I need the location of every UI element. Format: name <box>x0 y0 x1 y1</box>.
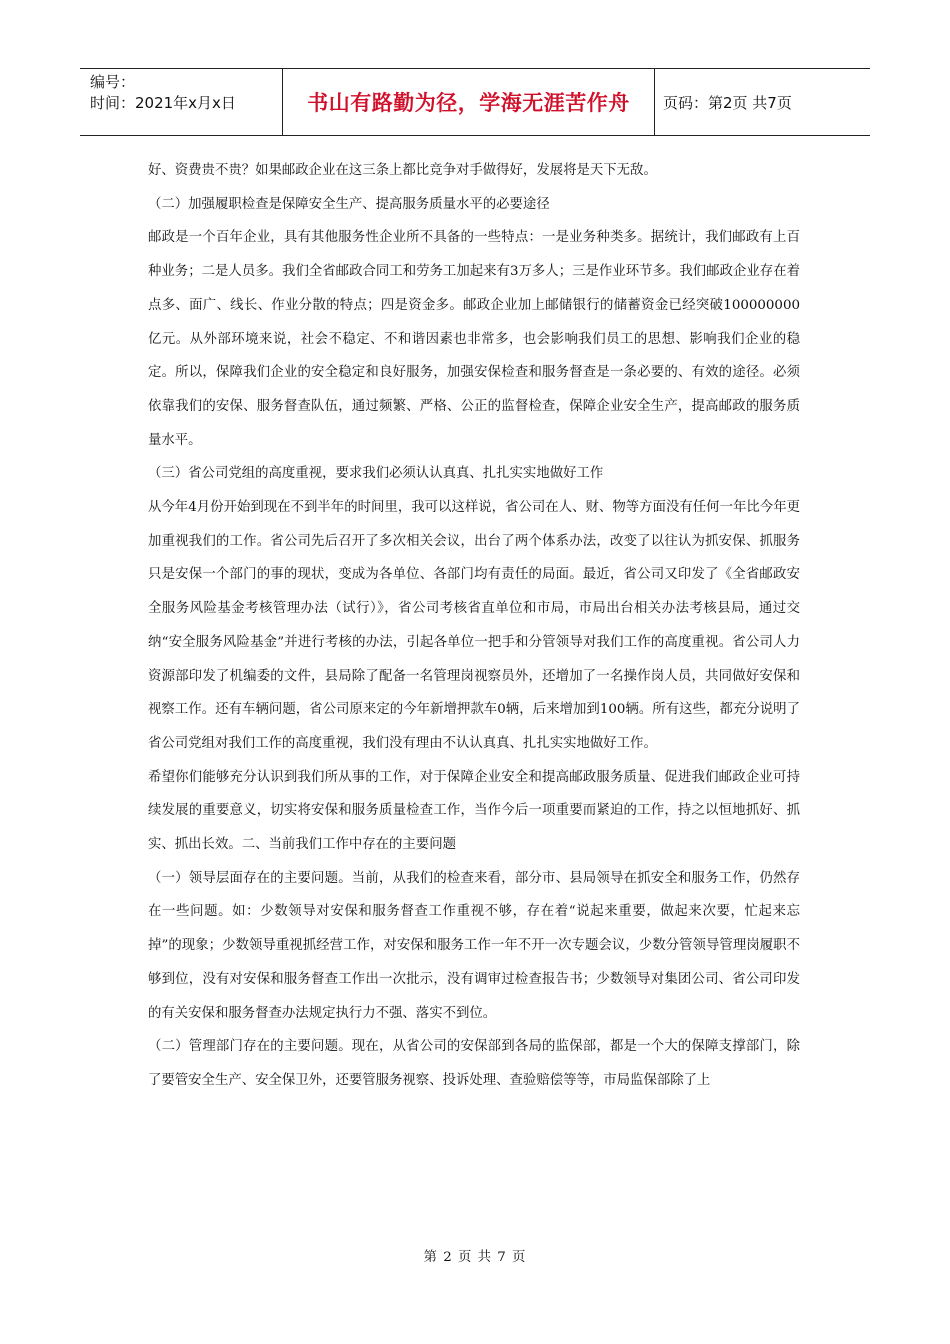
paragraph: （一）领导层面存在的主要问题。当前，从我们的检查来看，部分市、县局领导在抓安全和服务工作，仍然存在一些问题。如：少数领导对安保和服务督查工作重视不够，存在着“说起来重要，做起来次要，忙起来忘掉”的现象；少数领导重视抓经营工作，对安保和服务工作一年不开一次专题会议，少数分管领导管理岗履职不够到位，没有对安保和服务督查工作出一次批示，没有调审过检查报告书；少数领导对集团公司、省公司印发的有关安保和服务督查办法规定执行力不强、落实不到位。 <box>148 870 800 1021</box>
page-footer: 第 2 页 共 7 页 <box>423 1250 527 1265</box>
page-header <box>80 68 870 136</box>
header-page-label: 页码：第2页 共7页 <box>663 93 792 112</box>
paragraph: 邮政是一个百年企业，具有其他服务性企业所不具备的一些特点：一是业务种类多。据统计，我们邮政有上百种业务；二是人员多。我们全省邮政合同工和劳务工加起来有3万多人；三是作业环节多。我们邮政企业存在着点多、面广、线长、作业分散的特点；四是资金多。邮政企业加上邮储银行的储蓄资金已经突破100000000亿元。从外部环境来说，社会不稳定、不和谐因素也非常多，也会影响我们员工的思想、影响我们企业的稳定。所以，保障我们企业的安全稳定和良好服务，加强安保检查和服务督查是一条必要的、有效的途径。必须依靠我们的安保、服务督查队伍，通过频繁、严格、公正的监督检查，保障企业安全生产，提高邮政的服务质量水平。 <box>148 230 800 448</box>
header-motto: 书山有路勤为径，学海无涯苦作舟 <box>282 69 655 135</box>
section-heading-3: （三）省公司党组的高度重视，要求我们必须认认真真、扎扎实实地做好工作 <box>148 466 604 482</box>
paragraph-continuation: 好、资费贵不贵？如果邮政企业在这三条上都比竞争对手做得好，发展将是天下无敌。 <box>148 163 657 178</box>
paragraph: 希望你们能够充分认识到我们所从事的工作，对于保障企业安全和提高邮政服务质量、促进我们邮政企业可持续发展的重要意义，切实将安保和服务质量检查工作，当作今后一项重要而紧迫的工作，持之以恒地抓好、抓实、抓出长效。二、当前我们工作中存在的主要问题 <box>148 769 800 853</box>
section-heading-2: （二）加强履职检查是保障安全生产、提高服务质量水平的必要途径 <box>148 196 550 212</box>
header-meta <box>80 69 282 135</box>
document-number-label: 编号： <box>90 73 136 91</box>
document-body <box>148 154 800 1098</box>
paragraph: （二）管理部门存在的主要问题。现在，从省公司的安保部到各局的监保部，都是一个大的保障支撑部门，除了要管安全生产、安全保卫外，还要管服务视察、投诉处理、查验赔偿等等，市局监保部除了上 <box>148 1039 800 1088</box>
paragraph: 从今年4月份开始到现在不到半年的时间里，我可以这样说，省公司在人、财、物等方面没有任何一年比今年更加重视我们的工作。省公司先后召开了多次相关会议，出台了两个体系办法，改变了以往认为抓安保、抓服务只是安保一个部门的事的现状，变成为各单位、各部门均有责任的局面。最近，省公司又印发了《全省邮政安全服务风险基金考核管理办法（试行）》，省公司考核省直单位和市局，市局出台相关办法考核县局，通过交纳“安全服务风险基金”并进行考核的办法，引起各单位一把手和分管领导对我们工作的高度重视。省公司人力资源部印发了机编委的文件，县局除了配备一名管理岗视察员外，还增加了一名操作岗人员，共同做好安保和视察工作。还有车辆问题，省公司原来定的今年新增押款车0辆，后来增加到100辆。所有这些，都充分说明了省公司党组对我们工作的高度重视，我们没有理由不认认真真、扎扎实实地做好工作。 <box>148 500 800 751</box>
document-time-label: 时间：2021年x月x日 <box>90 94 236 112</box>
